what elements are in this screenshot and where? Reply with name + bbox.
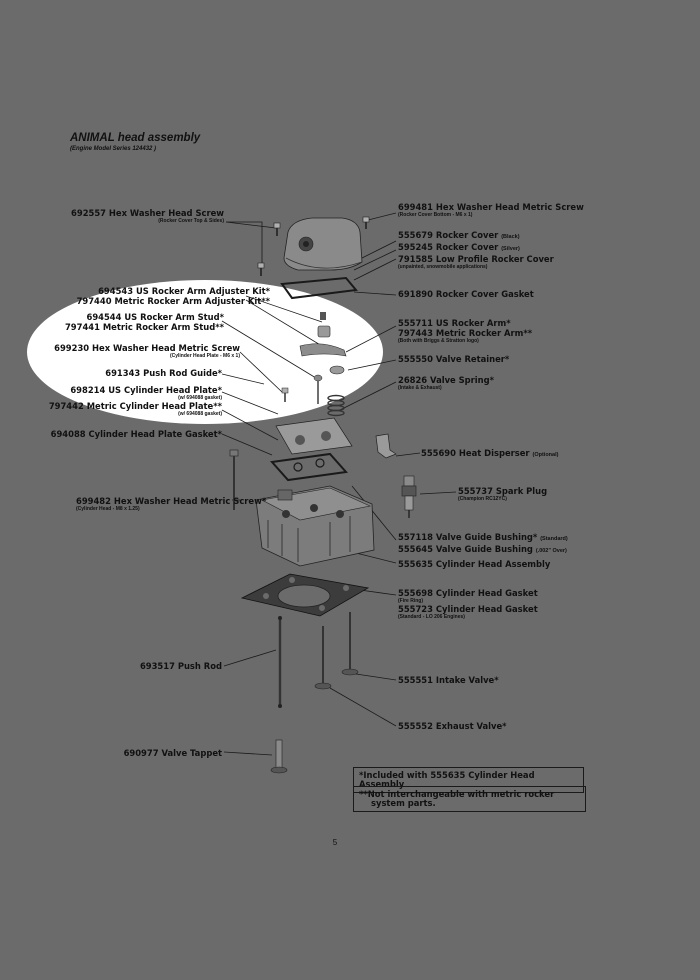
note-included-box: *Included with 555635 Cylinder Head Assembly <box>353 767 584 793</box>
label-valve-guide-bushing: 557118 Valve Guide Bushing* (Standard) 555645 Valve Guide Bushing (.002" Over) <box>398 532 568 554</box>
heat-disperser-part <box>376 434 396 458</box>
push-rod-part <box>278 616 282 708</box>
cylinder-head-assembly-part <box>256 486 374 566</box>
label-exhaust-valve: 555552 Exhaust Valve* <box>398 721 507 731</box>
rocker-cover-part <box>284 218 362 270</box>
cylinder-head-plate-part <box>276 418 352 454</box>
label-rocker-arm-adjuster: 694543 US Rocker Arm Adjuster Kit* 797440 Metric Rocker Arm Adjuster Kit** <box>76 286 270 306</box>
label-valve-retainer: 555550 Valve Retainer* <box>398 354 510 364</box>
label-valve-tappet: 690977 Valve Tappet <box>123 748 222 758</box>
diagram-subtitle: (Engine Model Series 124432 ) <box>70 146 157 152</box>
label-cylinder-head-plate-gasket: 694088 Cylinder Head Plate Gasket* <box>50 429 222 439</box>
label-cylinder-head-gasket: 555698 Cylinder Head Gasket (Fire Ring) 555723 Cylinder Head Gasket (Standard - LO 206 Engines) <box>398 588 538 620</box>
label-rocker-cover-gasket: 691890 Rocker Cover Gasket <box>398 289 534 299</box>
label-push-rod: 693517 Push Rod <box>139 661 222 671</box>
label-push-rod-guide: 691343 Push Rod Guide* <box>105 368 222 378</box>
valve-tappet-part <box>271 740 287 773</box>
label-rocker-cover: 555679 Rocker Cover (Black) 595245 Rocker Cover (Silver) 791585 Low Profile Rocker Cover (unpainted, snowmobile applications) <box>398 230 554 270</box>
spark-plug-part <box>402 476 416 518</box>
label-cylinder-head-plate: 698214 US Cylinder Head Plate* (w/ 694088 gasket) 797442 Metric Cylinder Head Plate** (w/ 694088 gasket) <box>48 385 222 417</box>
label-heat-disperser: 555690 Heat Disperser (Optional) <box>421 448 559 458</box>
label-hex-washer-head-metric-screw-top: 699481 Hex Washer Head Metric Screw (Rocker Cover Bottom - M6 x 1) <box>398 202 584 218</box>
label-hex-washer-head-screw: 692557 Hex Washer Head Screw (Rocker Cover Top & Sides) <box>71 208 224 224</box>
label-cylinder-head-assembly: 555635 Cylinder Head Assembly <box>398 559 551 569</box>
label-rocker-arm-stud: 694544 US Rocker Arm Stud* 797441 Metric Rocker Arm Stud** <box>64 312 224 332</box>
diagram-title: ANIMAL head assembly <box>70 132 201 144</box>
label-spark-plug: 555737 Spark Plug (Champion RC12YC) <box>458 486 548 502</box>
note-not-interchangeable-box: **Not interchangeable with metric rocker system parts. <box>353 786 586 812</box>
cylinder-head-gasket-part <box>242 574 368 616</box>
page-number: 5 <box>332 838 338 847</box>
label-rocker-arm: 555711 US Rocker Arm* 797443 Metric Rocker Arm** (Both with Briggs & Stratton logo) <box>398 318 533 344</box>
label-hex-washer-head-metric-screw-plate: 699230 Hex Washer Head Metric Screw (Cylinder Head Plate - M6 x 1) <box>54 343 240 359</box>
label-valve-spring: 26826 Valve Spring* (Intake & Exhaust) <box>398 375 495 391</box>
label-hex-washer-head-metric-screw-head: 699482 Hex Washer Head Metric Screw* (Cylinder Head - M8 x 1.25) <box>76 496 267 512</box>
label-intake-valve: 555551 Intake Valve* <box>398 675 499 685</box>
cylinder-head-plate-gasket-part <box>272 454 346 480</box>
valves-part <box>315 612 358 689</box>
